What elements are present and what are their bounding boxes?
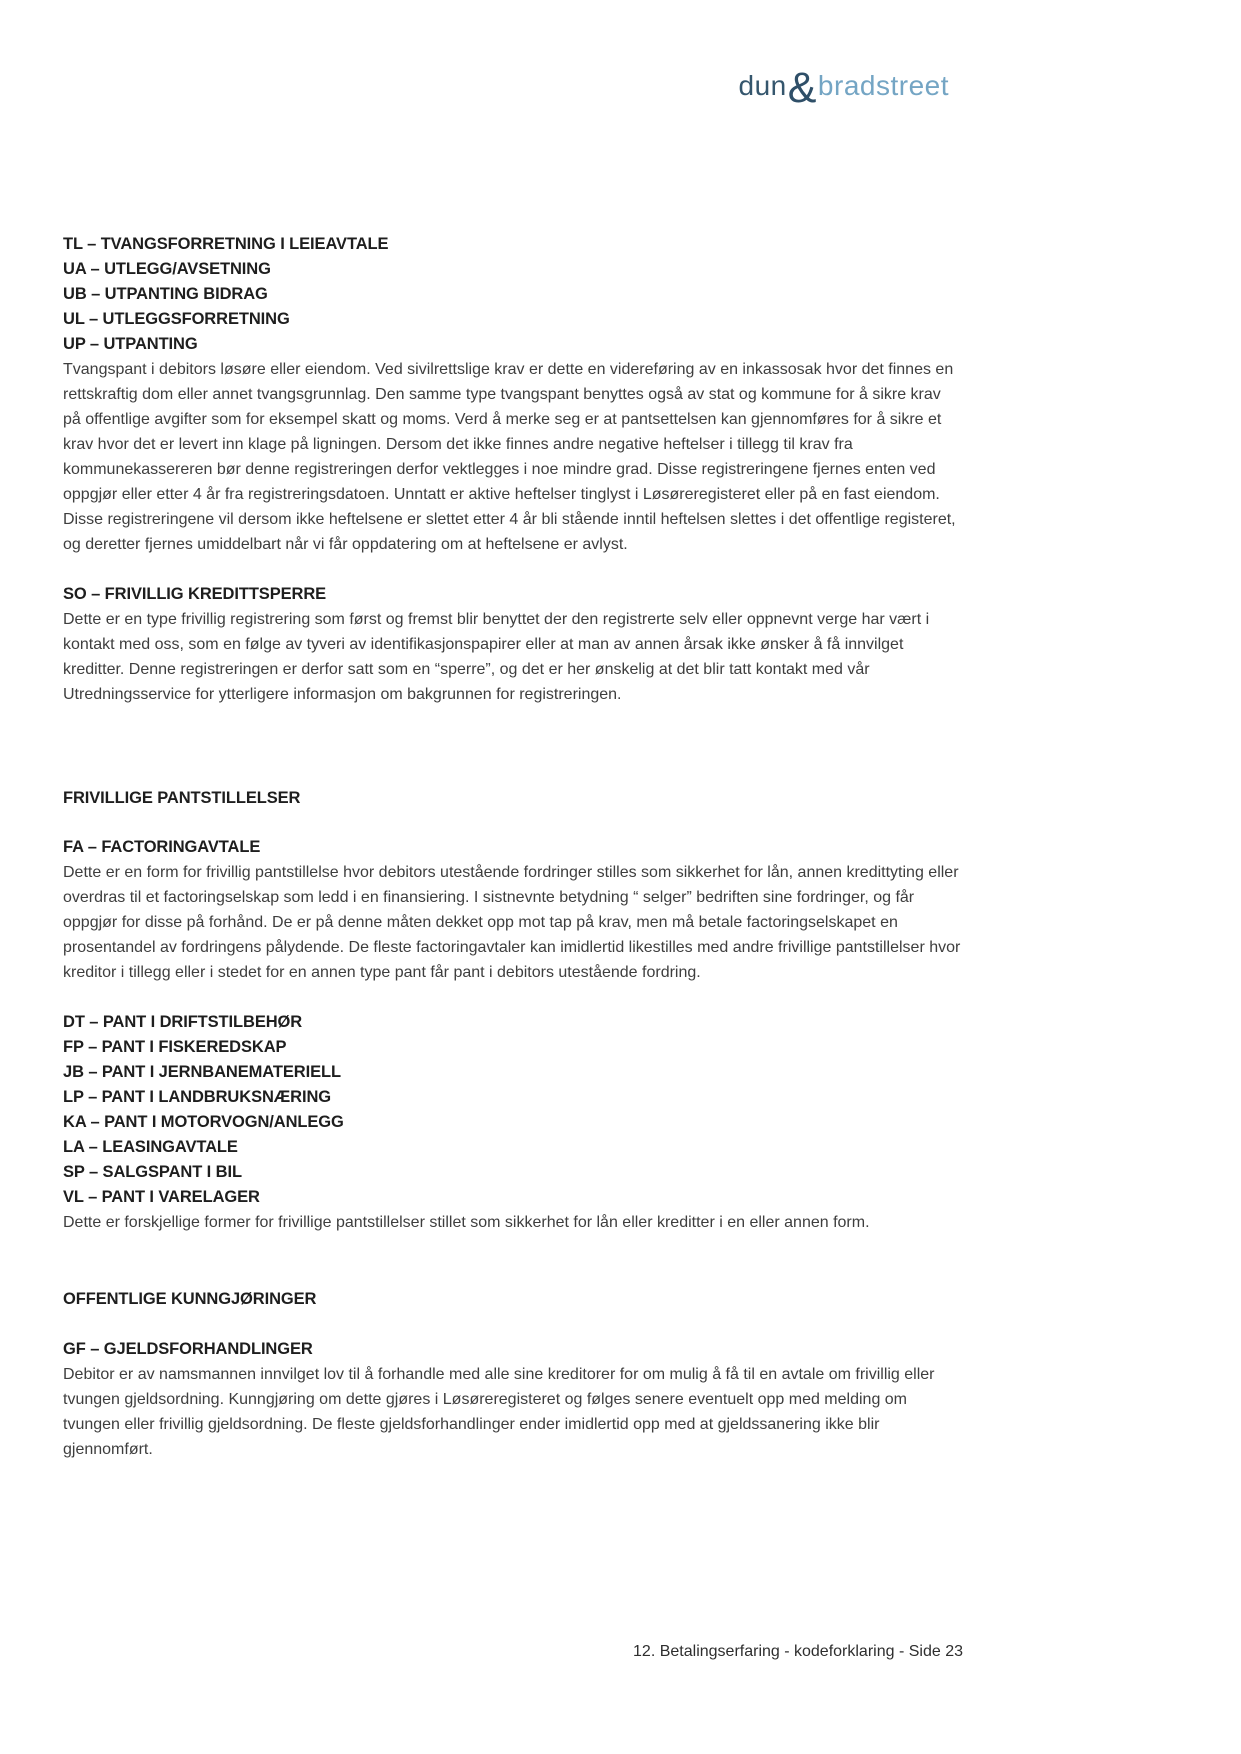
document-content xyxy=(63,232,963,1462)
page-footer: 12. Betalingserfaring - kodeforklaring - Side 23 xyxy=(633,1643,963,1660)
code-heading-dt: DT – PANT I DRIFTSTILBEHØR xyxy=(63,1013,303,1031)
code-heading-vl: VL – PANT I VARELAGER xyxy=(63,1188,260,1206)
code-heading-la: LA – LEASINGAVTALE xyxy=(63,1138,238,1156)
code-heading-lp: LP – PANT I LANDBRUKSNÆRING xyxy=(63,1088,332,1106)
paragraph-so: Dette er en type frivillig registrering som først og fremst blir benyttet der den registrerte selv eller oppnevnt verge har vært i kontakt med oss, som en følge av tyveri av identifikasjonspapirer eller at man av annen årsak ikke ønsker å få innvilget kreditter. Denne registreringen er derfor satt som en “sperre”, og det er her ønskelig at det blir tatt kontakt med vår Utredningsservice for ytterligere informasjon om bakgrunnen for registreringen. xyxy=(63,611,930,703)
logo-bradstreet-text: bradstreet xyxy=(817,70,949,101)
paragraph-pant: Dette er forskjellige former for frivillige pantstillelser stillet som sikkerhet for lån eller kreditter i en eller annen form. xyxy=(63,1214,870,1231)
code-heading-ub: UB – UTPANTING BIDRAG xyxy=(63,285,268,303)
logo-ampersand-icon: & xyxy=(787,64,817,112)
code-heading-gf: GF – GJELDSFORHANDLINGER xyxy=(63,1340,313,1358)
code-heading-up: UP – UTPANTING xyxy=(63,335,198,353)
code-heading-ka: KA – PANT I MOTORVOGN/ANLEGG xyxy=(63,1113,344,1131)
code-heading-fp: FP – PANT I FISKEREDSKAP xyxy=(63,1038,287,1056)
code-list-pant xyxy=(63,1010,963,1210)
code-heading-ua: UA – UTLEGG/AVSETNING xyxy=(63,260,271,278)
code-heading-so: SO – FRIVILLIG KREDITTSPERRE xyxy=(63,585,327,603)
logo-dun-text: dun xyxy=(738,70,787,101)
paragraph-tvangspant: Tvangspant i debitors løsøre eller eiendom. Ved sivilrettslige krav er dette en videreføring av en inkassosak hvor det finnes en rettskraftig dom eller annet tvangsgrunnlag. Den samme type tvangspant benyttes også av stat og kommune for å sikre krav på offentlige avgifter som for eksempel skatt og moms. Verd å merke seg er at pantsettelsen kan gjennomføres for å sikre et krav hvor det er levert inn klage på ligningen. Dersom det ikke finnes andre negative heftelser i tillegg til krav fra kommunekassereren bør denne registreringen derfor vektlegges i noe mindre grad. Disse registreringene fjernes enten ved oppgjør eller etter 4 år fra registreringsdatoen. Unntatt er aktive heftelser tinglyst i Løsøreregisteret eller på en fast eiendom. Disse registreringene vil dersom ikke heftelsene er slettet etter 4 år bli stående inntil heftelsen slettes i det offentlige registeret, og deretter fjernes umiddelbart når vi får oppdatering om at heftelsene er avlyst. xyxy=(63,361,956,553)
code-heading-sp: SP – SALGSPANT I BIL xyxy=(63,1163,242,1181)
dun-bradstreet-logo xyxy=(739,64,949,113)
section-heading-offentlige-kunngjoringer: OFFENTLIGE KUNNGJØRINGER xyxy=(63,1290,317,1308)
code-heading-fa: FA – FACTORINGAVTALE xyxy=(63,838,261,856)
paragraph-fa: Dette er en form for frivillig pantstillelse hvor debitors utestående fordringer stilles som sikkerhet for lån, annen kredittyting eller overdras til et factoringselskap som ledd i en finansiering. I sistnevnte betydning “ selger” bedriften sine fordringer, og får oppgjør for disse på forhånd. De er på denne måten dekket opp mot tap på krav, men må betale factoringselskapet en prosentandel av fordringens pålydende. De fleste factoringavtaler kan imidlertid likestilles med andre frivillige pantstillelser hvor kreditor i tillegg eller i stedet for en annen type pant får pant i debitors utestående fordring. xyxy=(63,864,961,981)
code-heading-ul: UL – UTLEGGSFORRETNING xyxy=(63,310,290,328)
paragraph-gf: Debitor er av namsmannen innvilget lov til å forhandle med alle sine kreditorer for om mulig å få til en avtale om frivillig eller tvungen gjeldsordning. Kunngjøring om dette gjøres i Løsøreregisteret og følges senere eventuelt opp med melding om tvungen eller frivillig gjeldsordning. De fleste gjeldsforhandlinger ender imidlertid opp med at gjeldssanering ikke blir gjennomført. xyxy=(63,1366,935,1458)
code-list-tvangspant xyxy=(63,232,963,357)
code-heading-tl: TL – TVANGSFORRETNING I LEIEAVTALE xyxy=(63,235,389,253)
code-heading-jb: JB – PANT I JERNBANEMATERIELL xyxy=(63,1063,341,1081)
section-heading-frivillige-pantstillelser: FRIVILLIGE PANTSTILLELSER xyxy=(63,789,301,807)
